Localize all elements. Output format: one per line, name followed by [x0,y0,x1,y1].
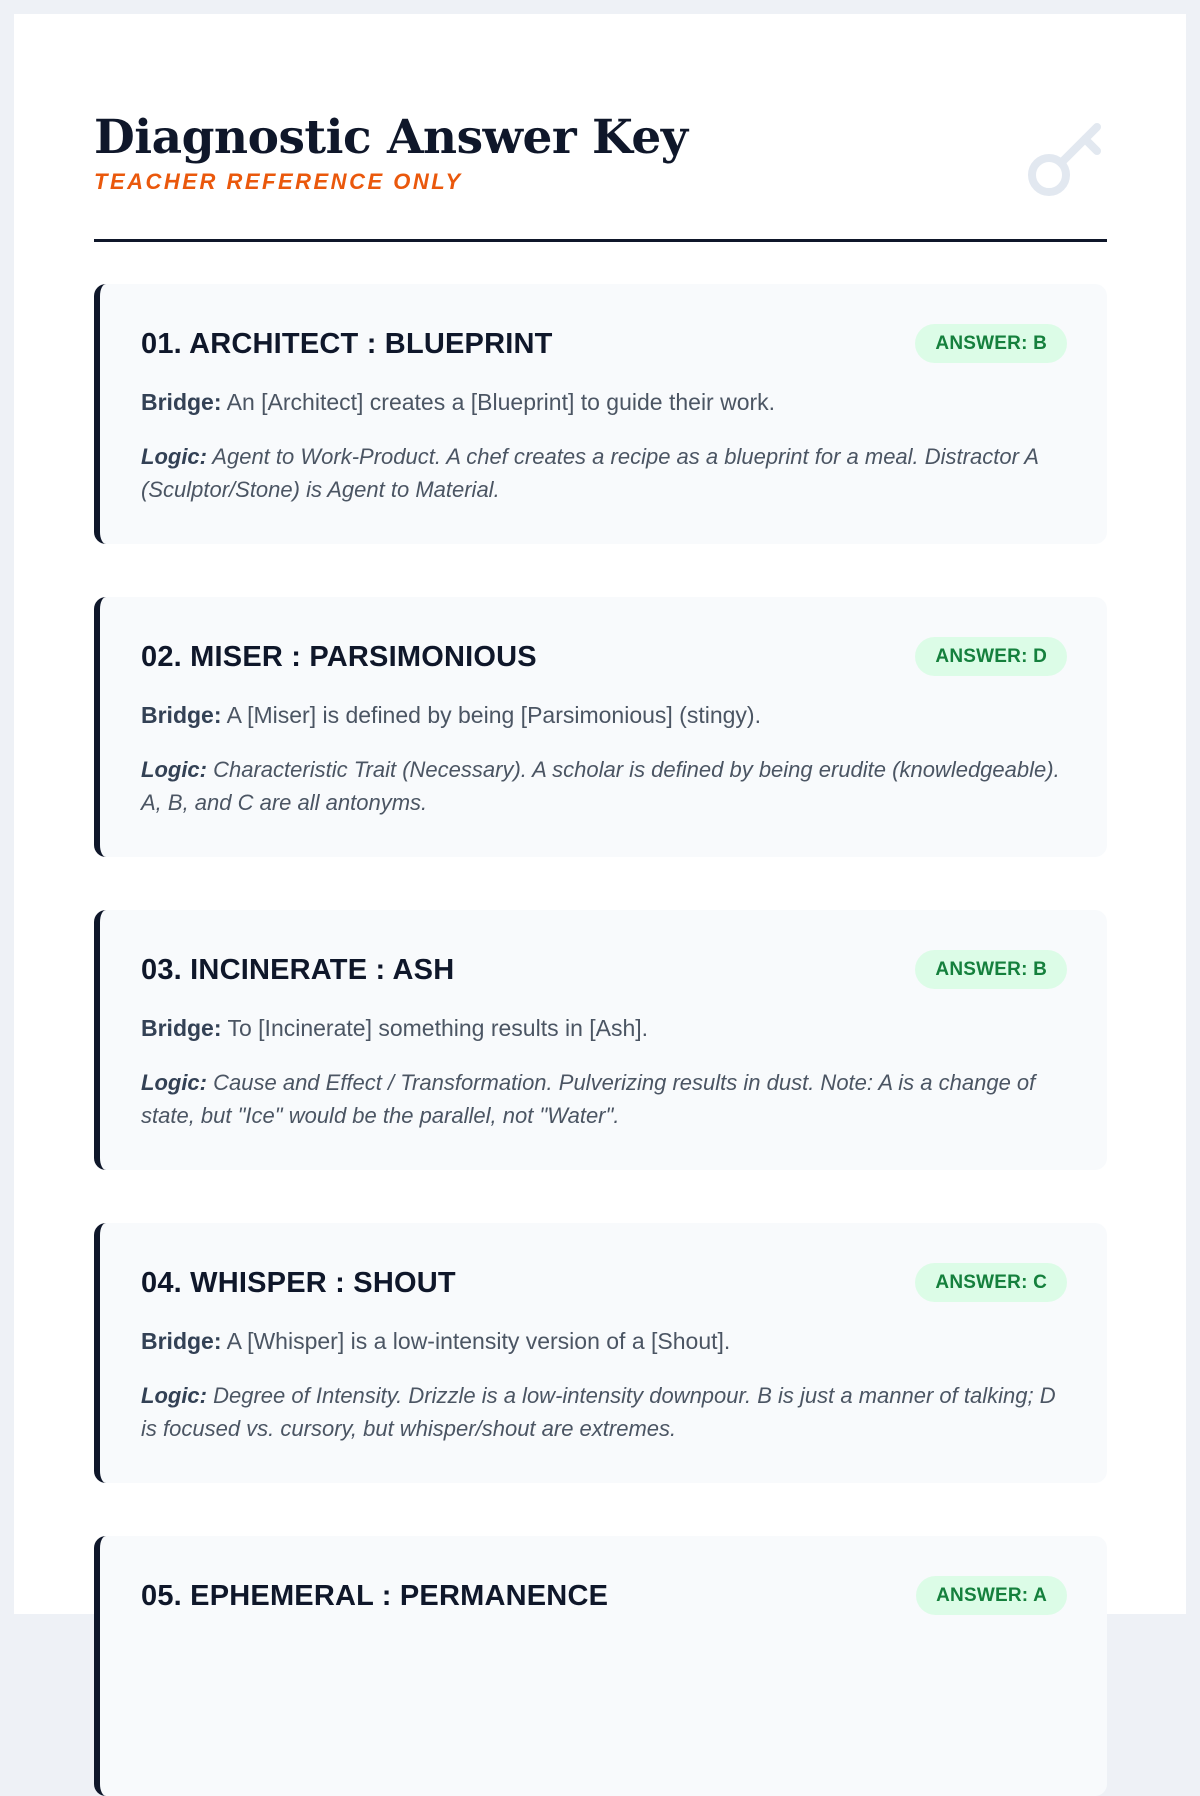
card-title: 04. WHISPER : SHOUT [141,1267,456,1299]
answer-card [94,597,1107,857]
card-title: 05. EPHEMERAL : PERMANENCE [141,1580,609,1612]
logic-value: Cause and Effect / Transformation. Pulverizing results in dust. Note: A is a change of state, but "Ice" would be the parallel, not "Water". [141,1070,1036,1128]
answer-card [94,1536,1107,1796]
page-subtitle: TEACHER REFERENCE ONLY [94,169,463,194]
logic-text [141,440,1066,506]
page-title: Diagnostic Answer Key [94,110,688,165]
bridge-text [141,1326,1061,1356]
answer-badge: ANSWER: D [915,637,1067,676]
logic-text [141,753,1066,819]
card-title: 01. ARCHITECT : BLUEPRINT [141,328,553,360]
answer-badge: ANSWER: B [915,324,1067,363]
answer-badge: ANSWER: B [915,950,1067,989]
logic-text [141,1379,1066,1445]
logic-value: Degree of Intensity. Drizzle is a low-intensity downpour. B is just a manner of talking; D is focused vs. cursory, but whisper/shout are extremes. [141,1383,1056,1441]
bridge-text [141,700,1061,730]
bridge-text [141,1013,1061,1043]
key-icon [1027,117,1107,197]
logic-text [141,1066,1066,1132]
answer-key-sheet [14,14,1186,1614]
logic-label: Logic: [141,757,207,782]
answer-card [94,1223,1107,1483]
bridge-label: Bridge: [141,1328,222,1354]
logic-value: Characteristic Trait (Necessary). A scholar is defined by being erudite (knowledgeable). A, B, and C are all antonyms. [141,757,1060,815]
answer-card [94,910,1107,1170]
page-header [94,109,1107,244]
bridge-value: To [Incinerate] something results in [Ash]. [227,1015,649,1041]
bridge-label: Bridge: [141,389,222,415]
answer-badge: ANSWER: A [916,1576,1067,1615]
logic-value: Agent to Work-Product. A chef creates a recipe as a blueprint for a meal. Distractor A (Sculptor/Stone) is Agent to Material. [141,444,1039,502]
bridge-value: A [Miser] is defined by being [Parsimonious] (stingy). [226,702,761,728]
logic-label: Logic: [141,1070,207,1095]
card-title: 03. INCINERATE : ASH [141,954,455,986]
bridge-label: Bridge: [141,702,222,728]
bridge-label: Bridge: [141,1015,222,1041]
logic-label: Logic: [141,1383,207,1408]
bridge-text [141,387,1061,417]
card-title: 02. MISER : PARSIMONIOUS [141,641,537,673]
header-divider [94,239,1107,242]
answer-card [94,284,1107,544]
logic-label: Logic: [141,444,207,469]
bridge-value: A [Whisper] is a low-intensity version of a [Shout]. [226,1328,731,1354]
answer-badge: ANSWER: C [915,1263,1067,1302]
bridge-value: An [Architect] creates a [Blueprint] to guide their work. [226,389,776,415]
